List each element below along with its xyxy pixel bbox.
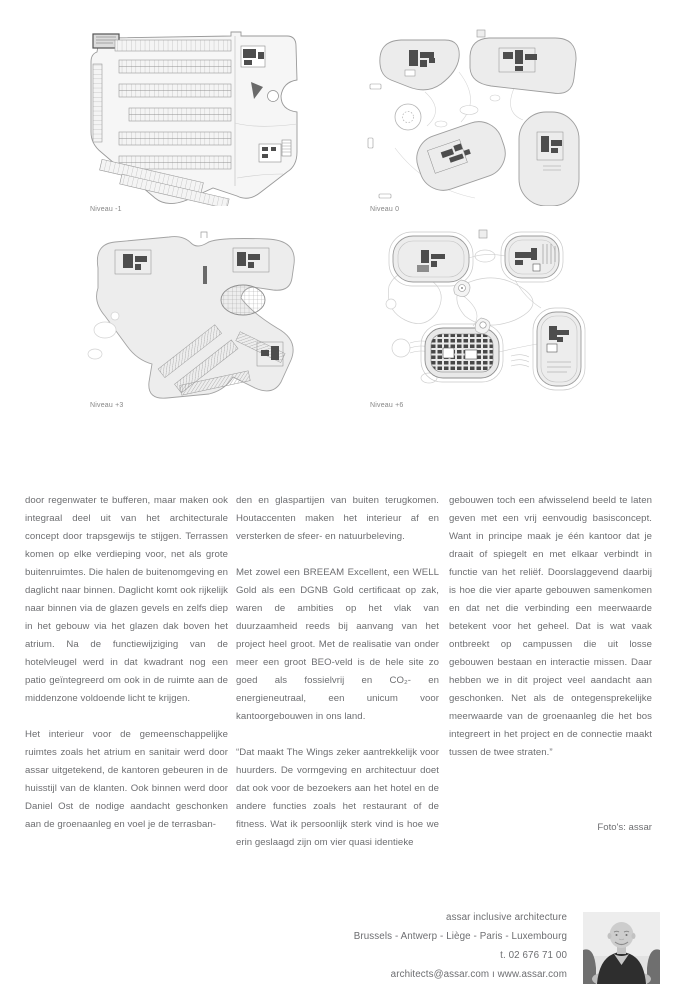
paragraph: Met zowel een BREEAM Excellent, een WELL Gold als een DGNB Gold certificaat op zak, waren de ambities op het vlak van duurzaamheid reeds bij aanvang van het project heel groot. Met de realisatie van onder meer een groot BEO-veld is de hele site zo goed als fossielvrij en CO₂- en energieneutraal, een unicum voor kantoorgebouwen in ons land. [236,567,439,722]
plan-niveau-0 [365,28,590,206]
paragraph: Het interieur voor de gemeenschappelijke ruimtes zoals het atrium en sanitair werd door assar uitgetekend, de kantoren gebeuren in de huisstijl van de klanten. Ook binnen werd door Daniel Ost de nodige aandacht geschonken aan de groenaanleg en voel je de terrasban- [25,729,228,830]
plan-label-niveau-plus-6: Niveau +6 [370,402,404,409]
photo-credit: Foto's: assar [597,822,652,833]
footer-cities: Brussels - Antwerp - Liège - Paris - Luxembourg [353,931,567,942]
portrait-illustration [583,912,660,984]
paragraph: door regenwater te bufferen, maar maken ook integraal deel uit van het architecturale concept door trapsgewijs te stijgen. Terrassen komen op elke verdieping voor, net als grote buitenruimtes. Die halen de buitenomgeving en daglicht naar binnen. Daglicht komt ook rijkelijk naar binnen via de glazen gevels en zelfs diep in het gebouw via het glazen dak boven het atrium. Na de functiewijziging van de hotelvleugel werd in dat kwadrant nog een patio geïntegreerd om ook in de ruimte aan de middenzone voldoende licht te krijgen. [25,495,228,704]
plan-label-niveau-0: Niveau 0 [370,206,400,213]
text-column-3 [449,492,652,780]
floor-plan-drawing-ground [365,28,590,206]
floor-plan-drawing-level3 [85,228,305,403]
floor-plan-drawing-roof [365,228,590,403]
plan-label-niveau-plus-3: Niveau +3 [90,402,124,409]
floor-plan-drawing-parking [85,28,300,206]
text-column-2 [236,492,439,870]
footer-contact-block [354,908,567,984]
plan-niveau-minus-1 [85,28,300,206]
paragraph: gebouwen toch een afwisselend beeld te laten geven met een vrij eenvoudig basisconcept. Want in principe maak je één kantoor dat je draait of spiegelt en met elkaar verbindt in functie van het reliëf. Doorslaggevend daarbij is hoe die vier aparte gebouwen samenkomen en dat net die verbinding een meerwaarde betekent voor het geheel. Dat is wat vaak ontbreekt op campussen die uit losse gebouwen bestaan en interactie missen. Daar hebben we in dit project veel aandacht aan geschonken. Net als de ontegensprekelijke meerwaarde van de groenaanleg die het bos integreert in het project en de connectie maakt tussen de twee straten.” [449,495,652,758]
footer-company-name: assar inclusive architecture [446,912,567,923]
footer-phone: t. 02 676 71 00 [500,950,567,961]
paragraph: den en glaspartijen van buiten terugkomen. Houtaccenten maken het interieur af en versterken de sfeer- en natuurbeleving. [236,495,439,542]
text-column-1 [25,492,228,852]
footer-email-website: architects@assar.com ı www.assar.com [390,969,567,980]
plan-niveau-plus-6 [365,228,590,403]
paragraph: “Dat maakt The Wings zeker aantrekkelijk voor huurders. De vormgeving en architectuur doet dat ook voor de bezoekers aan het hotel en de andere functies zoals het restaurant of de fitness. Wat ik persoonlijk sterk vind is hoe we erin geslaagd zijn om vier quasi identieke [236,747,439,848]
author-portrait-photo [583,912,660,984]
plan-niveau-plus-3 [85,228,305,403]
plan-label-niveau-minus-1: Niveau -1 [90,206,122,213]
